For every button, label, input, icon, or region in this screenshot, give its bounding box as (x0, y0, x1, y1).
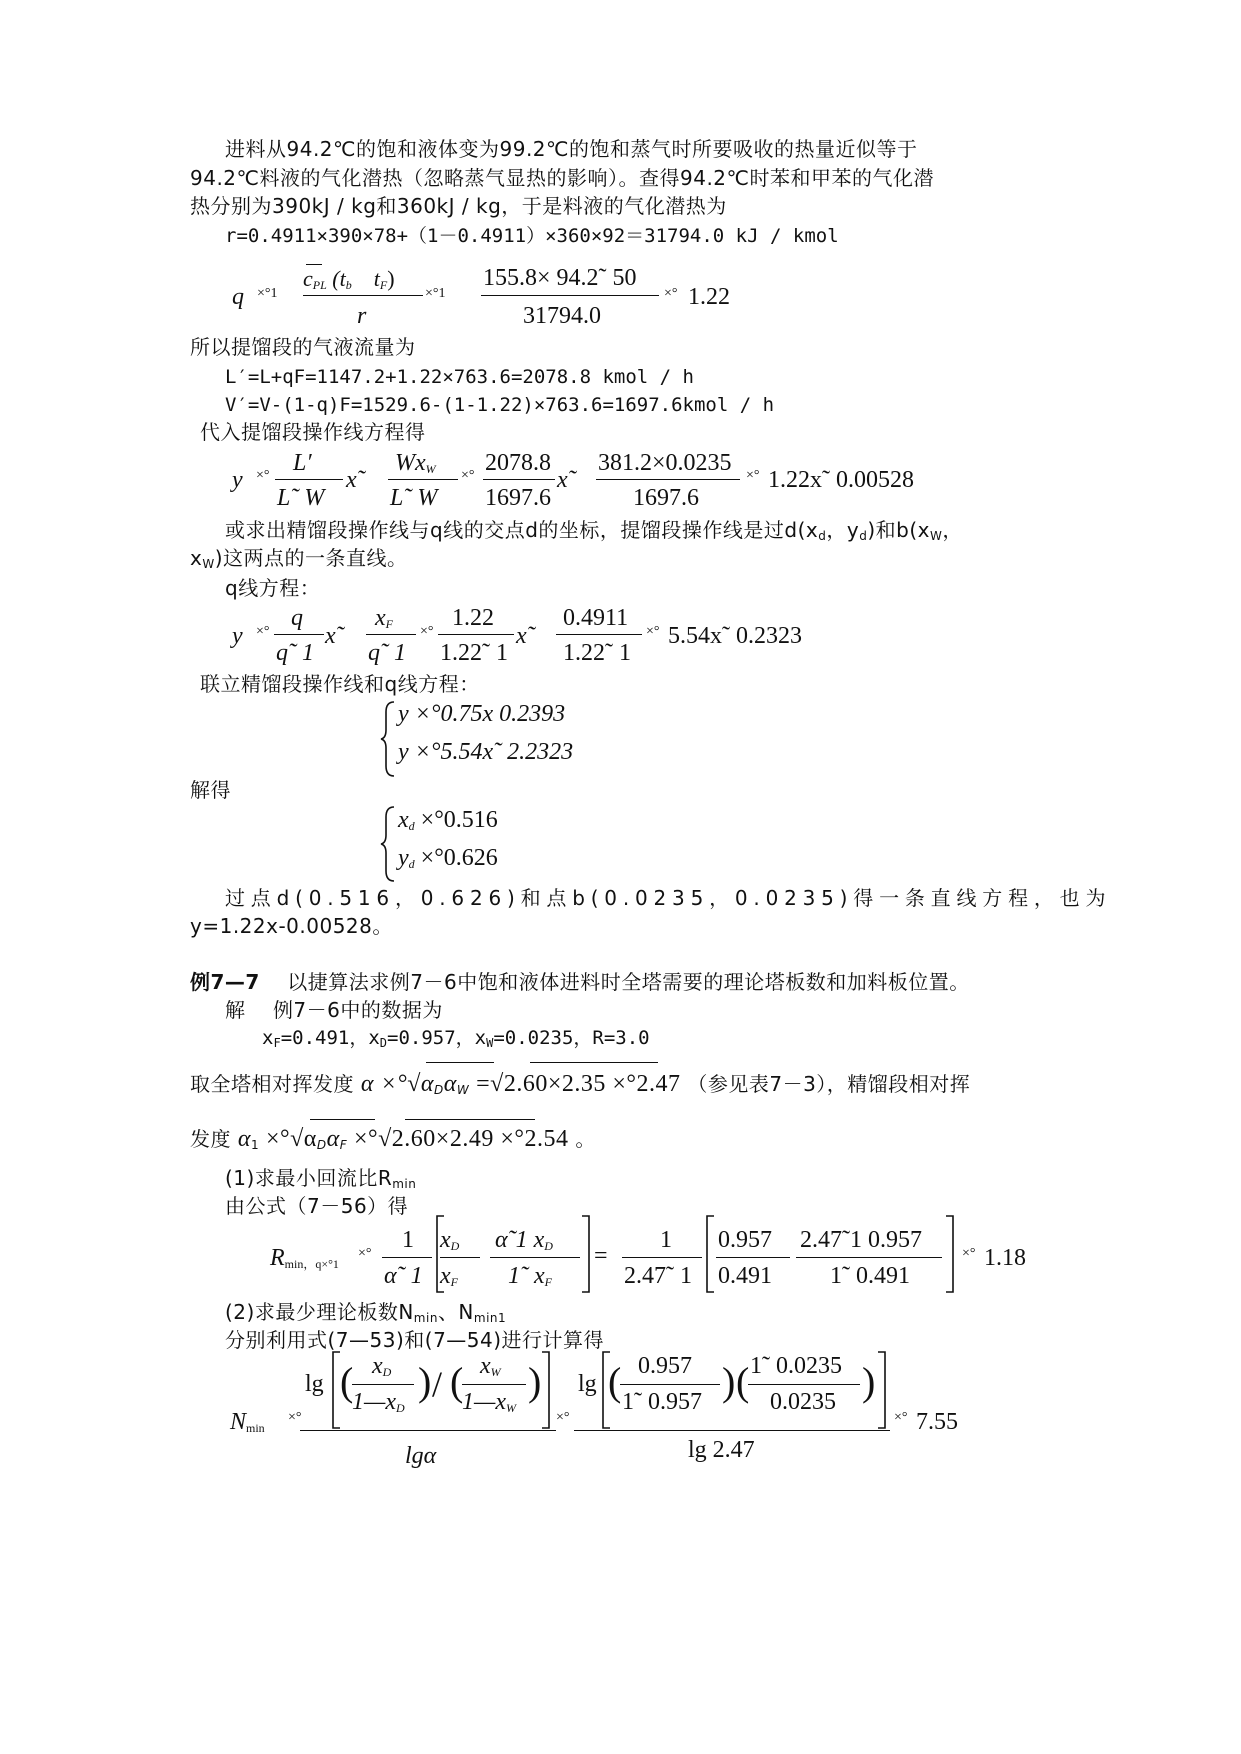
sqrt-overbar (405, 1119, 535, 1120)
eq-denominator: $1—x_W$ (462, 1389, 516, 1415)
eq-denominator: $1—x_D$ (352, 1389, 405, 1415)
fraction-bar (574, 1430, 890, 1431)
eq-operator: ×°1 (425, 286, 446, 301)
eq-denominator: 2.47˜ 1 (624, 1263, 692, 1289)
solution-2: $y_d \times^\circ 0.626$ (398, 845, 498, 871)
paragraph-line: 解得 (190, 778, 231, 802)
paragraph-line: $x_W$)这两点的一条直线。 (190, 546, 408, 571)
eq-numerator: $x_D$ (440, 1227, 460, 1253)
fraction-bar (275, 479, 343, 480)
fraction-bar (716, 1257, 790, 1258)
paren-close: ) (528, 1359, 542, 1404)
fraction-bar (440, 1257, 480, 1258)
paren-close: ) (418, 1359, 432, 1404)
eq-denominator: 0.0235 (770, 1389, 836, 1415)
eq-denominator: 1697.6 (633, 485, 699, 511)
eq-denominator: α˜ 1 (384, 1263, 423, 1289)
eq-denominator: q˜ 1 (368, 640, 406, 666)
eq-numerator: 2078.8 (485, 450, 551, 476)
eq-numerator: L′ (293, 450, 312, 476)
right-bracket (944, 1214, 956, 1294)
fraction-bar (438, 634, 514, 635)
fraction-bar (303, 295, 423, 296)
eq-lhs: $R_{min,q\times^\circ 1}$ (270, 1245, 339, 1271)
fraction-bar (796, 1257, 942, 1258)
step-2-desc: 分别利用式(7—53)和(7—54)进行计算得 (225, 1328, 605, 1352)
eq-numerator: 2.47˜1 0.957 (800, 1227, 922, 1253)
eq-operator: ×° (288, 1410, 302, 1425)
eq-numerator: 0.957 (718, 1227, 772, 1253)
sqrt-overbar (530, 1062, 658, 1063)
eq-operator: ×° (962, 1246, 976, 1261)
eq-denominator: r (357, 303, 367, 329)
eq-lhs: $N_{min}$ (230, 1409, 265, 1435)
fraction-bar (382, 1257, 432, 1258)
eq-denominator: 1697.6 (485, 485, 551, 511)
data-line: $x_F=0.491$，$x_D=0.957$，$x_W=0.0235$，R=3.0 (262, 1027, 650, 1050)
eq-operator: ×° (256, 468, 270, 483)
paren-close: ) (722, 1359, 736, 1404)
eq-numerator: q (291, 605, 303, 631)
left-brace (380, 805, 398, 883)
sqrt-overbar (310, 1119, 375, 1120)
left-bracket (704, 1214, 716, 1294)
eq-lg: lg (305, 1371, 324, 1397)
eq-var: x˜ (325, 623, 344, 649)
eq-numerator: $Wx_W$ (395, 450, 436, 476)
eq-denominator: 1.22˜ 1 (563, 640, 631, 666)
eq-result: 5.54x˜ 0.2323 (668, 623, 802, 649)
eq-denominator: 1˜ $x_F$ (508, 1263, 552, 1289)
eq-var: y (232, 623, 243, 649)
paren-open: ( (608, 1359, 622, 1404)
eq-numerator: $x_D$ (372, 1353, 392, 1379)
paragraph-line: 或求出精馏段操作线与q线的交点d的坐标，提馏段操作线是过$d(x_d$，$y_d$)和$b(x_W$， (225, 518, 963, 543)
eq-operator: ×° (420, 624, 434, 639)
slash: / (432, 1364, 443, 1404)
eq-result: 7.55 (916, 1409, 958, 1435)
eq-denominator: lg 2.47 (688, 1437, 755, 1463)
eq-numerator: 1.22 (452, 605, 494, 631)
fraction-bar (596, 479, 740, 480)
eq-operator: ×° (556, 1410, 570, 1425)
fraction-bar (490, 1257, 580, 1258)
L-equation: L′=L+qF=1147.2+1.22×763.6=2078.8 kmol / h (225, 366, 694, 388)
eq-denominator: lgα (405, 1443, 437, 1469)
system-equation-1: y ×°0.75x 0.2393 (398, 701, 566, 727)
eq-numerator: 155.8× 94.2˜ 50 (483, 265, 637, 291)
sqrt-overbar (426, 1062, 494, 1063)
eq-denominator: 0.491 (718, 1263, 772, 1289)
eq-denominator: 1˜ 0.957 (622, 1389, 702, 1415)
fraction-bar (620, 1384, 720, 1385)
right-bracket (580, 1214, 592, 1294)
eq-numerator: $c_{PL}$ ($t_b$ $t_F$) (303, 266, 395, 292)
eq-operator: ×° (358, 1246, 372, 1261)
paragraph-line: q线方程： (225, 576, 321, 600)
eq-operator: ×° (894, 1410, 908, 1425)
eq-numerator: 0.957 (638, 1353, 692, 1379)
eq-result: 1.18 (984, 1245, 1026, 1271)
paren-open: ( (450, 1359, 464, 1404)
eq-var: x˜ (557, 467, 576, 493)
paren-open: ( (340, 1359, 354, 1404)
eq-numerator: 381.2×0.0235 (598, 450, 732, 476)
eq-numerator: 1˜ 0.0235 (750, 1353, 842, 1379)
eq-operator: ×° (646, 624, 660, 639)
overbar (306, 264, 322, 265)
paragraph-line: 所以提馏段的气液流量为 (190, 335, 416, 359)
paragraph-line: 热分别为390kJ / kg和360kJ / kg，于是料液的气化潜热为 (190, 194, 727, 218)
paragraph-line: y=1.22x-0.00528。 (190, 914, 393, 938)
paragraph-line: 代入提馏段操作线方程得 (200, 420, 426, 444)
eq-denominator: L˜ W (277, 485, 325, 511)
fraction-bar (622, 1257, 702, 1258)
solution-intro: 解 例7－6中的数据为 (225, 998, 443, 1022)
paragraph-line: 进料从94.2℃的饱和液体变为99.2℃的饱和蒸气时所要吸收的热量近似等于 (225, 137, 918, 161)
eq-var: y (232, 467, 243, 493)
paren-open: ( (736, 1359, 750, 1404)
eq-result: 1.22 (688, 284, 730, 310)
fraction-bar (366, 634, 416, 635)
eq-operator: ×°1 (257, 286, 278, 301)
example-heading: 例7—7 以捷算法求例7－6中饱和液体进料时全塔需要的理论塔板数和加料板位置。 (190, 970, 970, 994)
fraction-bar (462, 1384, 526, 1385)
fraction-bar (556, 634, 642, 635)
solution-1: $x_d \times^\circ 0.516$ (398, 807, 498, 833)
eq-operator: ×° (664, 286, 678, 301)
system-equation-2: y ×°5.54x˜ 2.2323 (398, 739, 574, 765)
eq-numerator: 0.4911 (563, 605, 629, 631)
r-equation: r=0.4911×390×78+（1－0.4911）×360×92＝31794.0 kJ / kmol (225, 225, 839, 247)
step-2: (2)求最少理论板数$N_{min}$、$N_{min1}$ (225, 1300, 507, 1325)
eq-var: x˜ (516, 623, 535, 649)
step-1-desc: 由公式（7－56）得 (225, 1194, 409, 1218)
eq-operator: ×° (256, 624, 270, 639)
right-bracket (876, 1350, 888, 1430)
fraction-bar (483, 479, 555, 480)
eq-denominator: 1.22˜ 1 (440, 640, 508, 666)
right-bracket (540, 1350, 552, 1430)
paren-close: ) (862, 1359, 876, 1404)
fraction-bar (748, 1384, 860, 1385)
eq-denominator: 1˜ 0.491 (830, 1263, 910, 1289)
eq-result: 1.22x˜ 0.00528 (768, 467, 914, 493)
fraction-bar (300, 1430, 556, 1431)
paragraph-line: 过点d(0.516，0.626)和点b(0.0235，0.0235)得一条直线方程，也为 (225, 886, 1112, 910)
V-equation: V′=V-(1-q)F=1529.6-(1-1.22)×763.6=1697.6kmol / h (225, 394, 775, 416)
fraction-bar (352, 1384, 414, 1385)
eq-lhs: q (232, 284, 244, 310)
eq-numerator: α˜1 $x_D$ (495, 1227, 553, 1253)
eq-operator: ×° (746, 468, 760, 483)
paragraph-line: 94.2℃料液的气化潜热（忽略蒸气显热的影响）。查得94.2℃时苯和甲苯的气化潜 (190, 166, 934, 190)
step-1: (1)求最小回流比$R_{min}$ (225, 1166, 417, 1191)
fraction-bar (274, 634, 324, 635)
eq-numerator: 1 (402, 1227, 414, 1253)
eq-denominator: q˜ 1 (276, 640, 314, 666)
left-brace (380, 700, 398, 778)
eq-operator: ×° (461, 468, 475, 483)
alpha-line: 取全塔相对挥发度 $\alpha \times^\circ√\alpha_D\alpha_W =√2.60\times 2.35 \times^\circ 2.47$ （参见表7－3），精馏段相对挥 (190, 1071, 971, 1097)
eq-denominator: $x_F$ (440, 1263, 458, 1289)
fraction-bar (388, 479, 458, 480)
eq-var: x˜ (346, 467, 365, 493)
fraction-bar (481, 295, 659, 296)
eq-equals: = (594, 1243, 608, 1269)
eq-numerator: 1 (660, 1227, 672, 1253)
eq-denominator: 31794.0 (523, 303, 601, 329)
alpha1-line: 发度 $\alpha_1 \times^\circ√\alpha_D\alpha_F \times^\circ√2.60\times 2.49 \times^\circ 2.54$ 。 (190, 1126, 596, 1152)
paragraph-line: 联立精馏段操作线和q线方程： (200, 672, 480, 696)
eq-denominator: L˜ W (390, 485, 438, 511)
eq-lg: lg (578, 1371, 597, 1397)
eq-numerator: $x_F$ (375, 605, 393, 631)
eq-numerator: $x_W$ (480, 1353, 501, 1379)
